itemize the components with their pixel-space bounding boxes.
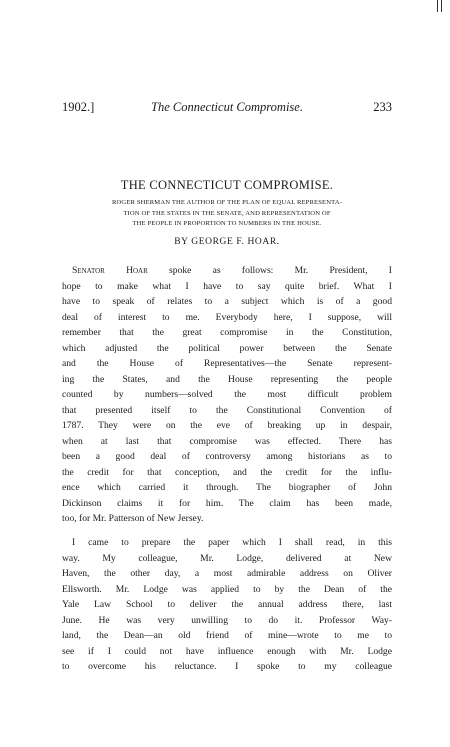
paragraph-line: ing the States, and the House representing the people (62, 373, 392, 385)
page-number: 233 (373, 100, 392, 114)
paragraph-line: too, for Mr. Patterson of New Jersey. (62, 513, 204, 524)
subtitle-line: TION OF THE STATES IN THE SENATE, AND REPRESENTATION OF (123, 209, 331, 217)
paragraph-line: Yale Law School to deliver the annual address there, last (62, 599, 392, 610)
paragraph-line: been a good deal of controversy among historians as to (62, 451, 392, 462)
paragraph-line: hope to make what I have to say quite brief. What I (62, 280, 392, 292)
paragraph-2 (62, 535, 392, 675)
subtitle-line: ROGER SHERMAN THE AUTHOR OF THE PLAN OF EQUAL REPRESENTA- (111, 199, 343, 206)
paragraph-line: and the House of Representatives—the Senate represent- (62, 358, 392, 369)
author-byline: BY GEORGE F. HOAR. (174, 237, 280, 247)
paragraph-line: June. He was very unwilling to do it. Professor Way- (62, 614, 392, 626)
paragraph-line: have to speak of relates to a subject which is of a good (62, 296, 392, 307)
article-subtitle (62, 198, 392, 230)
paragraph-line: that presented itself to the Constitutional Convention of (62, 404, 392, 416)
paragraph-1 (62, 263, 392, 527)
paragraph-line: counted by numbers—solved the most difficult problem (62, 389, 392, 400)
page-edge-mark (437, 0, 442, 12)
paragraph-line: the credit for that conception, and the credit for the influ- (62, 466, 392, 478)
article-title: THE CONNECTICUT COMPROMISE. (120, 178, 334, 192)
paragraph-line: Senator Hoar spoke as follows: Mr. President, I (72, 265, 392, 276)
paragraph-line: see if I could not have influence enough with Mr. Lodge (62, 645, 392, 657)
paragraph-line: remember that the great compromise in the Constitution, (62, 327, 392, 338)
running-head-year: 1902.] (62, 100, 95, 114)
paragraph-line: I came to prepare the paper which I shall read, in this (72, 537, 392, 548)
paragraph-line: deal of interest to me. Everybody here, I suppose, will (62, 311, 392, 323)
paragraph-line: Dickinson claims it for him. The claim has been made, (62, 497, 392, 509)
paragraph-line: Haven, the other day, a most admirable address on Oliver (62, 568, 392, 579)
paragraph-line: way. My colleague, Mr. Lodge, delivered at New (62, 552, 392, 564)
paragraph-line: ence which carried it through. The biographer of John (62, 482, 392, 493)
speaker-name: Senator Hoar (72, 265, 148, 276)
paragraph-line: Ellsworth. Mr. Lodge was applied to by the Dean of the (62, 583, 392, 595)
paragraph-line: land, the Dean—an old friend of mine—wrote to me to (62, 630, 392, 641)
paragraph-line: when at last that compromise was effected. There has (62, 435, 392, 447)
paragraph-line: 1787. They were on the eve of breaking up in despair, (62, 420, 392, 431)
subtitle-line: THE PEOPLE IN PROPORTION TO NUMBERS IN THE HOUSE. (132, 220, 322, 227)
paragraph-line: to overcome his reluctance. I spoke to my colleague (62, 661, 392, 672)
running-head-title: The Connecticut Compromise. (151, 100, 303, 114)
paragraph-line: which adjusted the political power between the Senate (62, 342, 392, 354)
